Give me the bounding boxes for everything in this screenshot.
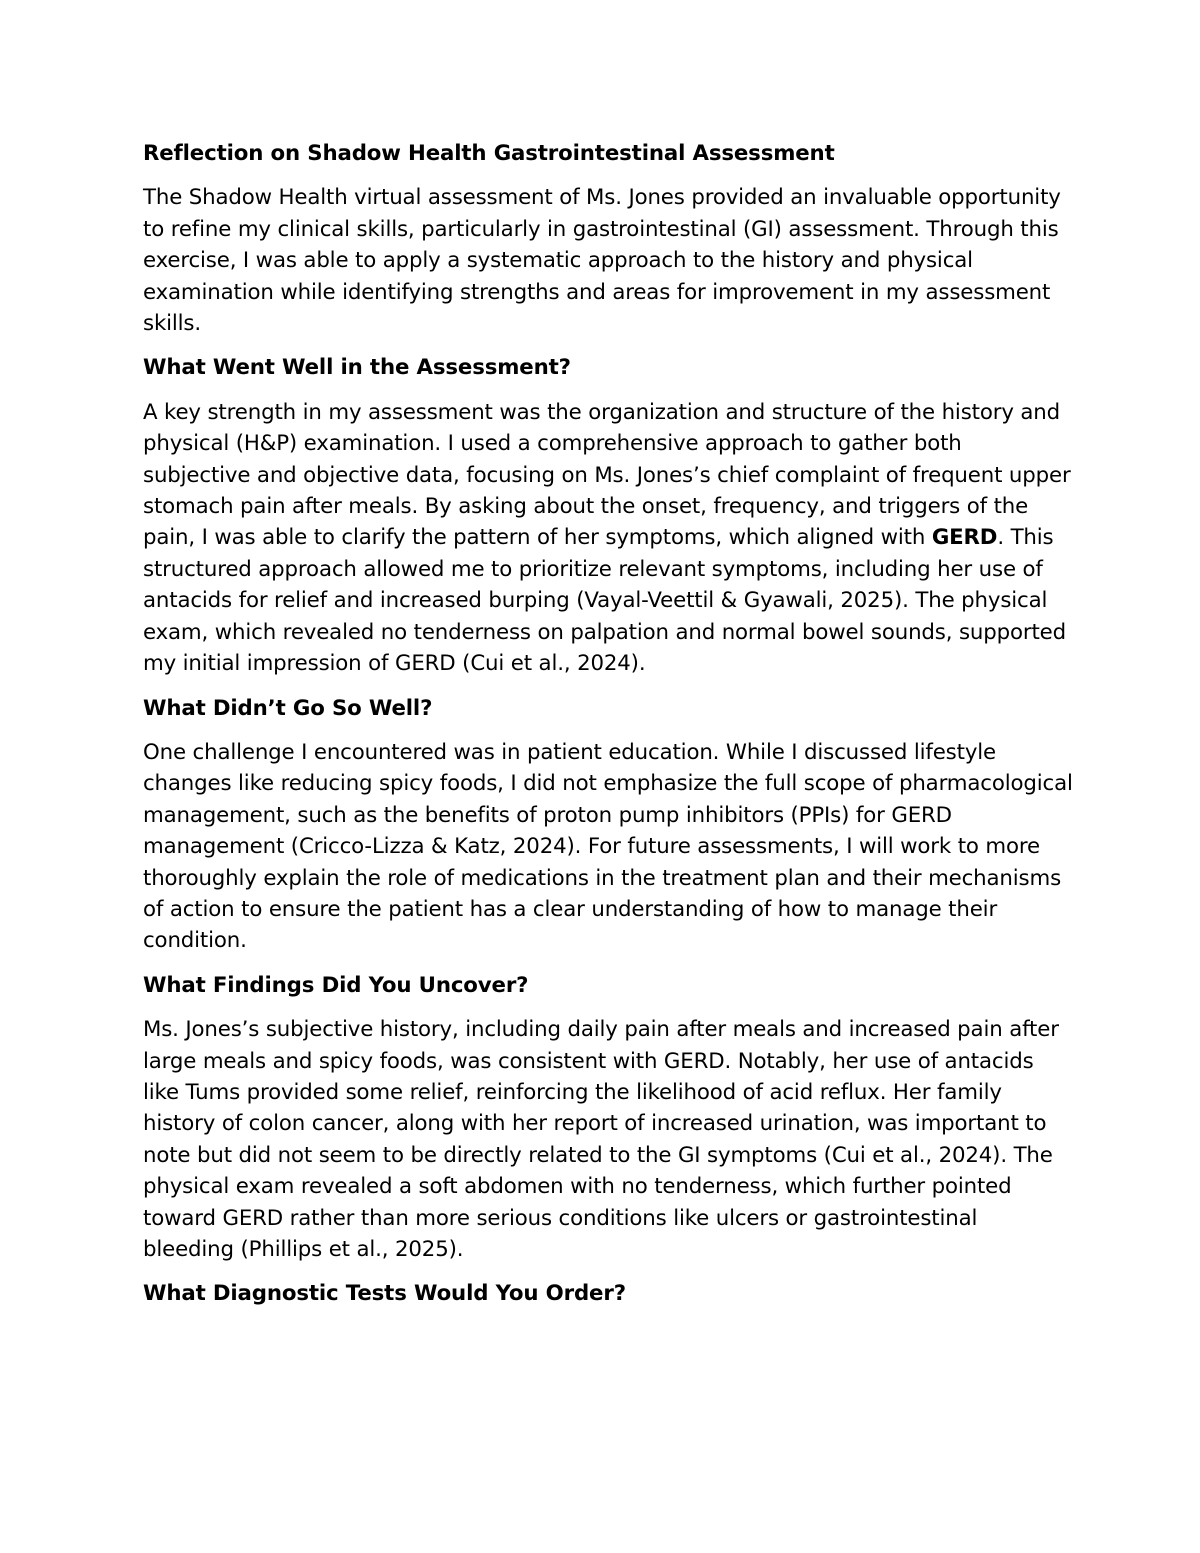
bold-term-gerd: GERD <box>931 525 998 551</box>
document-page <box>143 138 1073 1323</box>
section-paragraph-didnt-go-well: One challenge I encountered was in patient education. While I discussed lifestyle changes like reducing spicy foods, I did not emphasize the full scope of pharmacological management, such as the benefits of proton pump inhibitors (PPIs) for GERD management (Cricco-Lizza & Katz, 2024). For future assessments, I will work to more thoroughly explain the role of medications in the treatment plan and their mechanisms of action to ensure the patient has a clear understanding of how to manage their condition. <box>143 739 1073 954</box>
section-heading-didnt-go-well: What Didn’t Go So Well? <box>143 695 433 721</box>
paragraph-text: A key strength in my assessment was the organization and structure of the history and physical (H&P) examination. I used a comprehensive approach to gather both subjective and objective data, focusing on Ms. Jones’s chief complaint of frequent upper stomach pain after meals. By asking about the onset, frequency, and triggers of the pain, I was able to clarify the pattern of her symptoms, which aligned with <box>143 399 1071 551</box>
section-paragraph-went-well <box>143 397 1073 680</box>
section-heading-diagnostic-tests: What Diagnostic Tests Would You Order? <box>143 1281 626 1307</box>
intro-paragraph: The Shadow Health virtual assessment of Ms. Jones provided an invaluable opportunity to refine my clinical skills, particularly in gastrointestinal (GI) assessment. Through this exercise, I was able to apply a systematic approach to the history and physical examination while identifying strengths and areas for improvement in my assessment skills. <box>143 185 1061 337</box>
section-heading-findings: What Findings Did You Uncover? <box>143 972 529 998</box>
section-paragraph-findings: Ms. Jones’s subjective history, including daily pain after meals and increased pain after large meals and spicy foods, was consistent with GERD. Notably, her use of antacids like Tums provided some relief, reinforcing the likelihood of acid reflux. Her family history of colon cancer, along with her report of increased urination, was important to note but did not seem to be directly related to the GI symptoms (Cui et al., 2024). The physical exam revealed a soft abdomen with no tenderness, which further pointed toward GERD rather than more serious conditions like ulcers or gastrointestinal bleeding (Phillips et al., 2025). <box>143 1017 1059 1262</box>
document-title: Reflection on Shadow Health Gastrointestinal Assessment <box>143 141 835 166</box>
paragraph-text: . This structured approach allowed me to prioritize relevant symptoms, including her use of antacids for relief and increased burping (Vayal-Veettil & Gyawali, 2025). The physical exam, which revealed no tenderness on palpation and normal bowel sounds, supported my initial impression of GERD (Cui et al., 2024). <box>143 525 1067 677</box>
section-heading-went-well: What Went Well in the Assessment? <box>143 355 571 381</box>
